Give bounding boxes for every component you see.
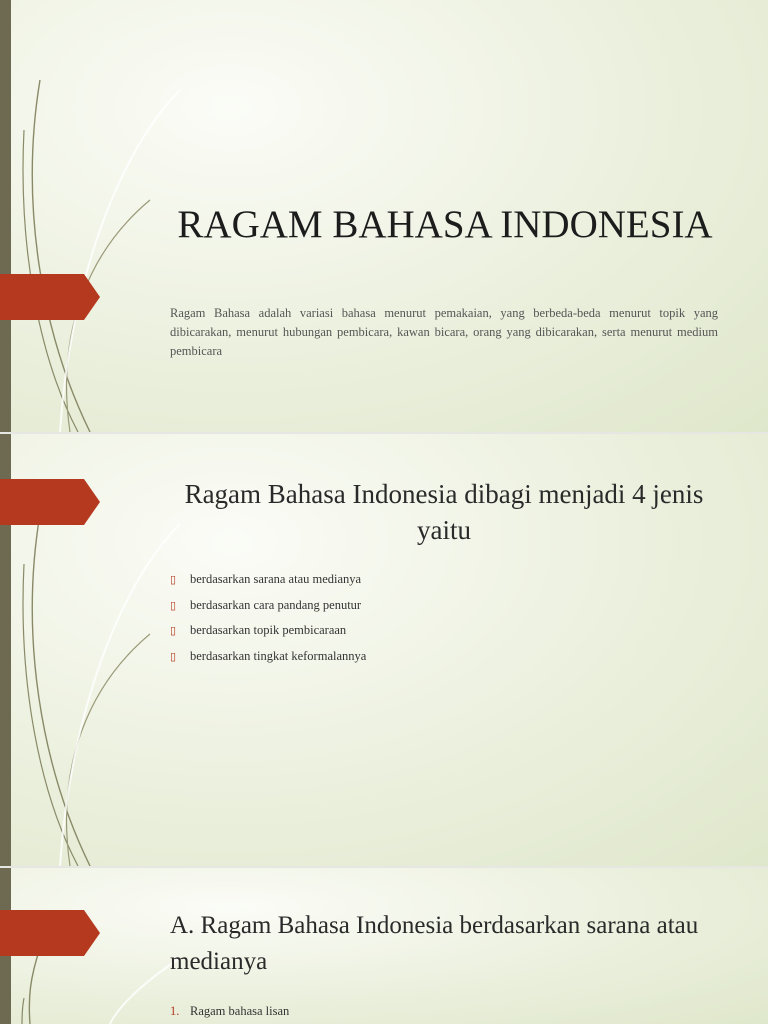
arrow-marker (0, 910, 100, 956)
arrow-marker (0, 274, 100, 320)
item-number: 1. (170, 1004, 180, 1018)
bullet-icon: ▯ (170, 574, 177, 586)
bullet-icon: ▯ (170, 599, 177, 612)
list-item: ▯ berdasarkan cara pandang penutur (170, 596, 366, 622)
left-bar (0, 0, 11, 432)
slide-3 (0, 868, 768, 1024)
bullet-list (170, 570, 366, 672)
bullet-icon: ▯ (170, 625, 177, 637)
item-text: Ragam bahasa lisan (190, 1004, 290, 1018)
list-item: ▯ berdasarkan topik pembicaraan (170, 621, 366, 647)
bullet-icon: ▯ (170, 650, 177, 663)
list-item: ▯ berdasarkan sarana atau medianya (170, 570, 366, 596)
slide-title: Ragam Bahasa Indonesia dibagi menjadi 4 jenis yaitu (184, 479, 704, 545)
slide-title: A. Ragam Bahasa Indonesia berdasarkan sarana atau medianya (170, 912, 699, 975)
slide-2 (0, 434, 768, 866)
slide-title: RAGAM BAHASA INDONESIA (177, 203, 713, 246)
slide-1 (0, 0, 768, 432)
slide-subtitle: Ragam Bahasa adalah variasi bahasa menurut pemakaian, yang berbeda-beda menurut topik yang dibicarakan, menurut hubungan pembicara, kawan bicara, orang yang dibicarakan, serta menurut medium pembicara (170, 306, 718, 358)
list-item (170, 1004, 289, 1019)
list-item: ▯ berdasarkan tingkat keformalannya (170, 647, 366, 673)
arrow-marker (0, 479, 100, 525)
